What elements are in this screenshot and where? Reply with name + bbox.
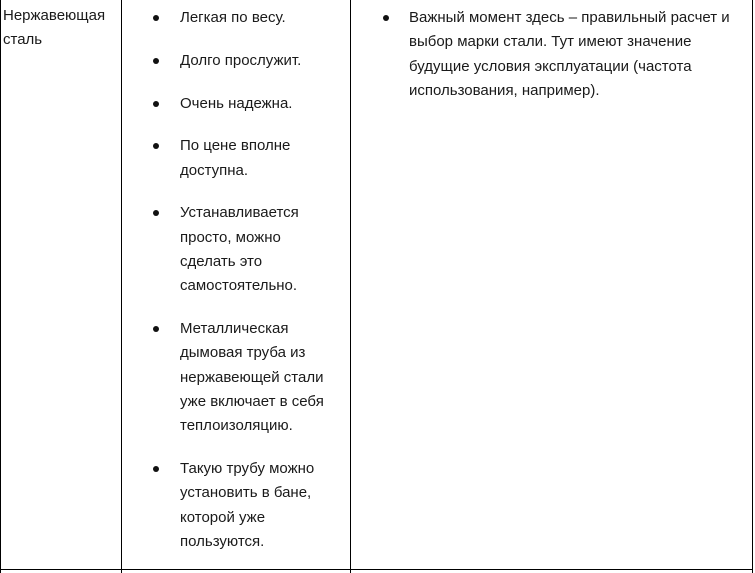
table-divider-2 [350, 0, 351, 573]
list-item [124, 201, 320, 298]
material-name-line1: Нержавеющая [3, 7, 106, 24]
bullet-icon [153, 15, 159, 21]
list-item-text: Легкая по весу. [180, 9, 286, 26]
bullet-icon [383, 15, 389, 21]
list-item [124, 49, 350, 73]
list-item-text: Металлическая дымовая труба из нержавеющей стали уже включает в себя теплоизоляцию. [180, 320, 324, 435]
bullet-icon [153, 143, 159, 149]
advantages-cell [124, 6, 350, 573]
bullet-icon [153, 466, 159, 472]
table-divider-1 [121, 0, 122, 573]
list-item-text: Очень надежна. [180, 94, 293, 112]
list-item-text: Долго прослужит. [180, 51, 302, 69]
list-item [124, 134, 300, 183]
list-item-text: Такую трубу можно установить в бане, которой уже пользуются. [180, 460, 315, 551]
bullet-icon [153, 326, 159, 332]
material-cell [3, 4, 121, 52]
list-item [124, 6, 350, 30]
list-item [124, 317, 340, 438]
bullet-icon [153, 58, 159, 64]
list-item-text: Устанавливается просто, можно сделать это самостоятельно. [180, 204, 299, 295]
table-border-bottom [0, 569, 753, 570]
bullet-icon [153, 210, 159, 216]
bullet-icon [153, 101, 159, 107]
disadvantages-cell [352, 6, 752, 103]
list-item [124, 92, 350, 116]
list-item [352, 6, 745, 103]
material-name-line2: сталь [3, 31, 43, 48]
table-border-left [0, 0, 1, 573]
disadvantages-list [352, 6, 752, 103]
list-item [124, 457, 340, 554]
advantages-list [124, 6, 350, 554]
table-border-right [752, 0, 753, 573]
list-item-text: Важный момент здесь – правильный расчет и выбор марки стали. Тут имеют значение будущие условия эксплуатации (частота использования, например). [409, 9, 730, 99]
list-item-text: По цене вполне доступна. [180, 137, 291, 179]
